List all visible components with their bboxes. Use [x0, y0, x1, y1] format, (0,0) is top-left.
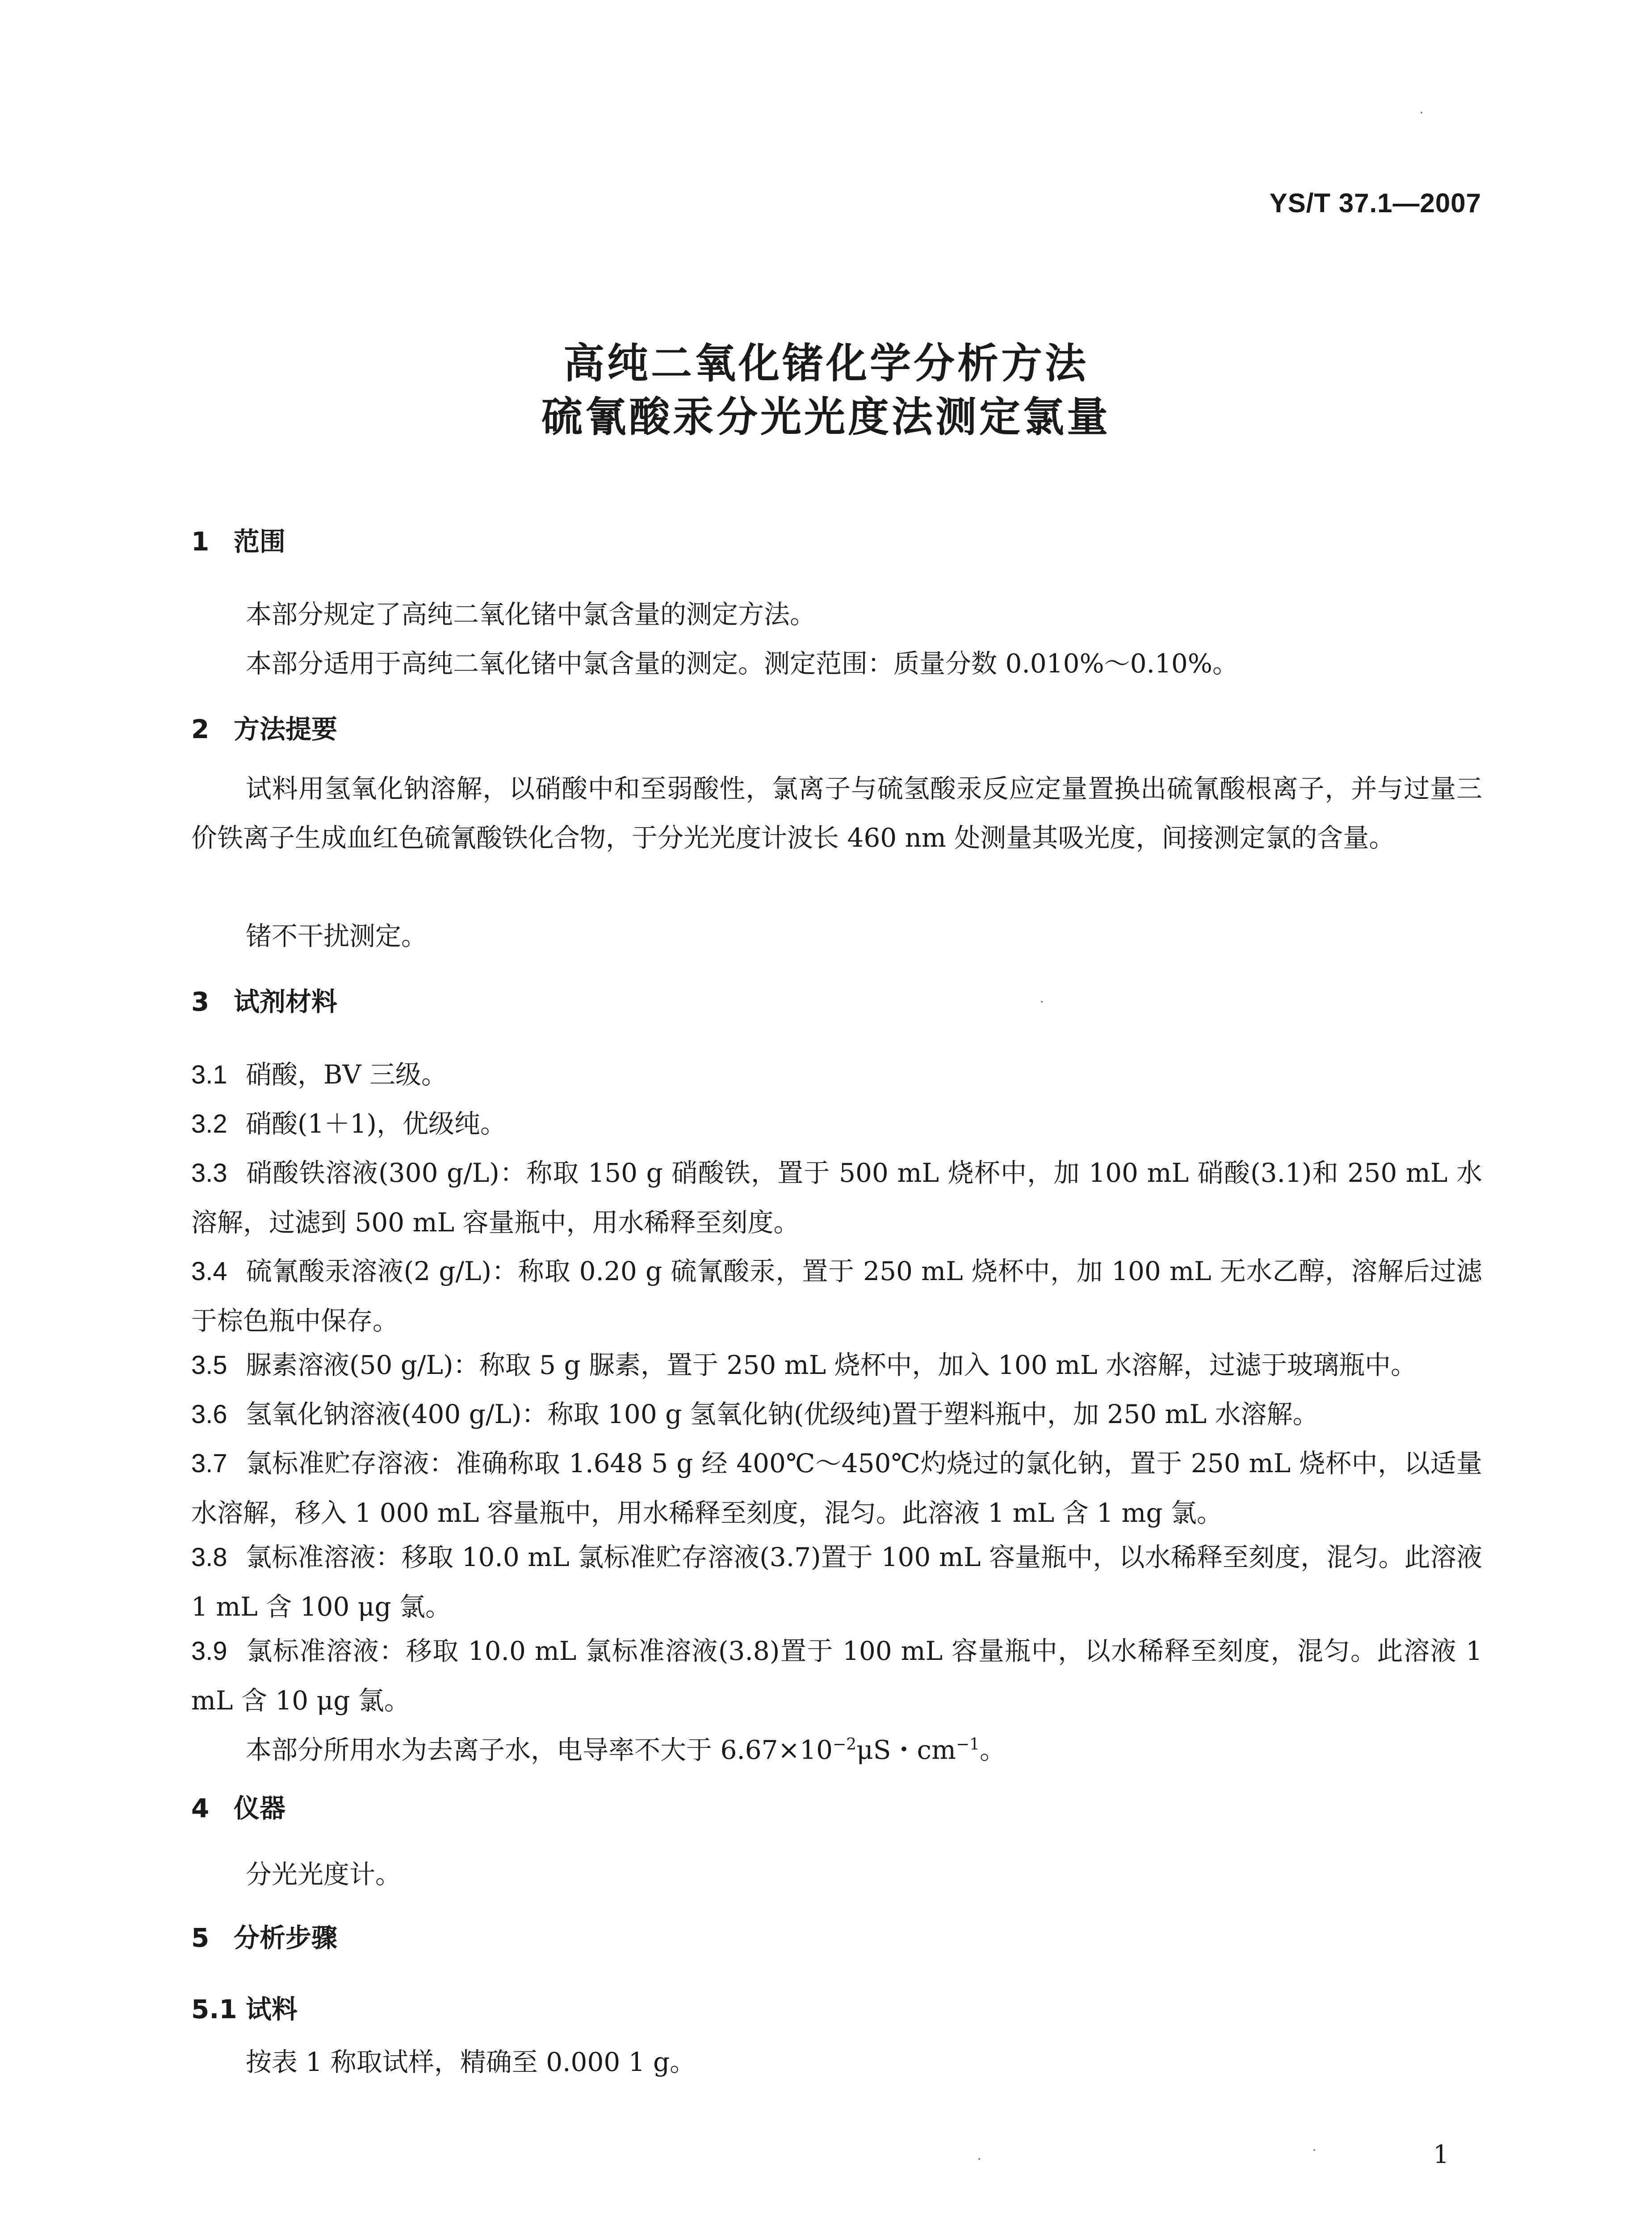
- item-number: 3.9: [191, 1637, 227, 1666]
- page-number: 1: [1433, 2140, 1449, 2169]
- section-2-para-2: 锗不干扰测定。: [246, 921, 428, 951]
- water-note-exponent: −1: [956, 1735, 980, 1754]
- water-note-unit: μS・cm: [856, 1734, 956, 1765]
- section-number: 2: [191, 714, 210, 744]
- section-2-heading: [191, 708, 337, 746]
- item-text: 硝酸铁溶液(300 g/L)：称取 150 g 硝酸铁，置于 500 mL 烧杯中，加 100 mL 硝酸(3.1)和 250 mL 水溶解，过滤到 500 mL 容量瓶中，用水稀释至刻度。: [191, 1158, 1482, 1238]
- item-number: 3.3: [191, 1159, 227, 1188]
- item-text: 氯标准溶液：移取 10.0 mL 氯标准贮存溶液(3.7)置于 100 mL 容量瓶中，以水稀释至刻度，混匀。此溶液 1 mL 含 100 μg 氯。: [191, 1542, 1482, 1622]
- item-text: 氯标准溶液：移取 10.0 mL 氯标准溶液(3.8)置于 100 mL 容量瓶中，以水稀释至刻度，混匀。此溶液 1 mL 含 10 μg 氯。: [191, 1636, 1482, 1716]
- title-line-2: 硫氰酸汞分光光度法测定氯量: [541, 393, 1111, 441]
- subsection-title: 试料: [246, 1994, 298, 2024]
- section-4-para-1: 分光光度计。: [246, 1859, 402, 1890]
- item-number: 3.7: [191, 1449, 227, 1478]
- section-title: 试剂材料: [234, 987, 338, 1017]
- section-number: 3: [191, 987, 210, 1017]
- section-number: 4: [191, 1793, 210, 1823]
- item-text: 脲素溶液(50 g/L)：称取 5 g 脲素，置于 250 mL 烧杯中，加入 100 mL 水溶解，过滤于玻璃瓶中。: [246, 1350, 1417, 1380]
- section-number: 5: [191, 1923, 210, 1953]
- scan-speck: [978, 2158, 980, 2160]
- reagent-item: [191, 1626, 1482, 1725]
- section-title: 方法提要: [234, 714, 338, 744]
- water-note-end: 。: [980, 1734, 1006, 1765]
- reagent-item: [191, 1533, 1482, 1631]
- item-number: 3.2: [191, 1109, 227, 1138]
- scan-speck: [1421, 112, 1422, 113]
- subsection-5-1-heading: [191, 1988, 298, 2026]
- scan-speck: [1041, 1001, 1043, 1003]
- subsection-number: 5.1: [191, 1994, 237, 2024]
- section-title: 仪器: [234, 1793, 286, 1823]
- water-note: [191, 1720, 1482, 1774]
- item-text: 氢氧化钠溶液(400 g/L)：称取 100 g 氢氧化钠(优级纯)置于塑料瓶中，加 250 mL 水溶解。: [246, 1399, 1319, 1429]
- item-text: 硫氰酸汞溶液(2 g/L)：称取 0.20 g 硫氰酸汞，置于 250 mL 烧杯中，加 100 mL 无水乙醇，溶解后过滤于棕色瓶中保存。: [191, 1256, 1482, 1336]
- item-text: 氯标准贮存溶液：准确称取 1.648 5 g 经 400℃～450℃灼烧过的氯化钠，置于 250 mL 烧杯中，以适量水溶解，移入 1 000 mL 容量瓶中，用水稀释至刻度，混匀。此溶液 1 mL 含 1 mg 氯。: [191, 1448, 1482, 1528]
- section-1-heading: [191, 521, 285, 558]
- reagent-item: [191, 1099, 1482, 1149]
- item-number: 3.5: [191, 1351, 227, 1380]
- title-line-1: 高纯二氧化锗化学分析方法: [563, 340, 1089, 387]
- section-5-heading: [191, 1917, 337, 1954]
- water-note-text: 本部分所用水为去离子水，电导率不大于 6.67×10: [246, 1734, 833, 1765]
- reagent-item: [191, 1439, 1482, 1537]
- section-1-para-2: 本部分适用于高纯二氧化锗中氯含量的测定。测定范围：质量分数 0.010%～0.10%。: [246, 648, 1238, 679]
- item-number: 3.6: [191, 1400, 227, 1429]
- item-text: 硝酸(1＋1)，优级纯。: [246, 1109, 507, 1139]
- section-title: 分析步骤: [234, 1923, 338, 1953]
- reagent-item: [191, 1050, 1482, 1100]
- water-note-exponent: −2: [832, 1735, 857, 1754]
- section-2-para-1: 试料用氢氧化钠溶解，以硝酸中和至弱酸性，氯离子与硫氢酸汞反应定量置换出硫氰酸根离子，并与过量三价铁离子生成血红色硫氰酸铁化合物，于分光光度计波长 460 nm 处测量其吸光度，间接测定氯的含量。: [191, 773, 1482, 853]
- section-3-heading: [191, 981, 337, 1018]
- standard-code: YS/T 37.1—2007: [1269, 188, 1481, 218]
- item-text: 硝酸，BV 三级。: [246, 1059, 447, 1090]
- section-number: 1: [191, 526, 210, 557]
- item-number: 3.4: [191, 1257, 227, 1286]
- reagent-item: [191, 1247, 1482, 1345]
- section-4-heading: [191, 1787, 285, 1825]
- item-number: 3.8: [191, 1543, 227, 1572]
- reagent-item: [191, 1148, 1482, 1247]
- subsection-5-1-para-1: 按表 1 称取试样，精确至 0.000 1 g。: [246, 2047, 696, 2077]
- scan-speck: [1313, 2149, 1315, 2151]
- section-1-para-1: 本部分规定了高纯二氧化锗中氯含量的测定方法。: [246, 599, 816, 630]
- reagent-item: [191, 1390, 1482, 1439]
- item-number: 3.1: [191, 1060, 227, 1089]
- section-title: 范围: [234, 526, 286, 557]
- reagent-item: [191, 1340, 1482, 1390]
